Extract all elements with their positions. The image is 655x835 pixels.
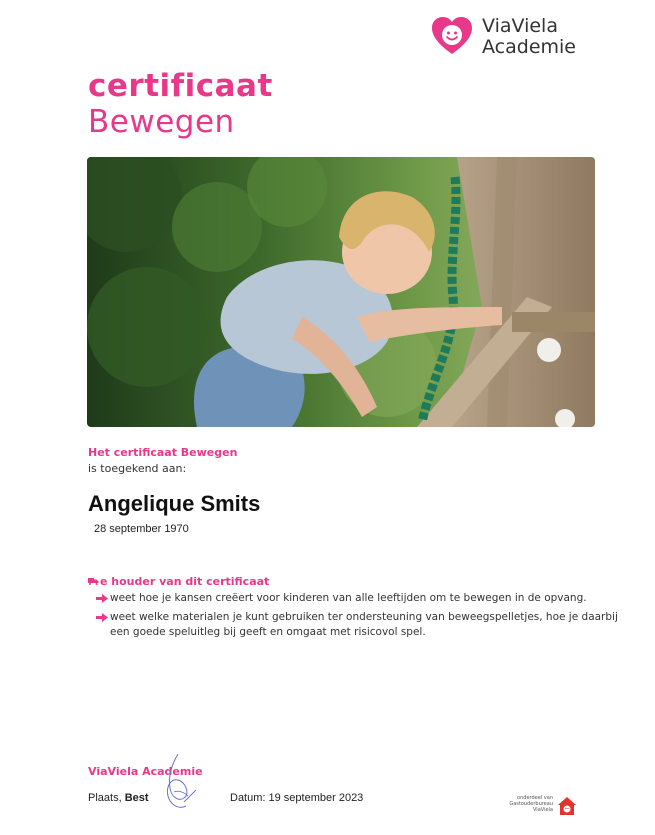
holder-name: Angelique Smits	[88, 491, 261, 516]
arrow-right-icon	[96, 594, 108, 603]
smiley-heart-icon	[430, 14, 474, 58]
competence-item	[96, 591, 626, 606]
signature-icon	[148, 752, 208, 812]
brand-logo	[430, 12, 600, 62]
certificate-subject: Bewegen	[88, 104, 235, 140]
footer-organisation: ViaViela Academie	[88, 765, 203, 778]
place-label: Plaats,	[88, 792, 122, 804]
place-line	[88, 792, 149, 804]
issue-date: Datum: 19 september 2023	[230, 792, 364, 804]
brand-name-line2: Academie	[482, 36, 576, 58]
subsidiary-text: onderdeel van Gastouderbureau ViaViela	[509, 795, 553, 813]
holder-heading	[88, 575, 269, 588]
brand-name	[482, 16, 576, 58]
truck-icon	[88, 577, 99, 585]
child-climbing-photo	[87, 157, 595, 427]
competence-text: weet hoe je kansen creëert voor kinderen van alle leeftijden om te bewegen in de opvang.	[110, 592, 587, 604]
brand-name-line1: ViaViela	[482, 15, 558, 37]
certificate-title: certificaat	[88, 68, 273, 104]
competence-item	[96, 610, 626, 640]
certificate-label: Het certificaat Bewegen	[88, 446, 238, 459]
house-heart-icon	[557, 796, 577, 816]
arrow-right-icon	[96, 613, 108, 622]
place-value: Best	[124, 792, 149, 804]
awarded-to-text: is toegekend aan:	[88, 462, 187, 475]
competence-text: weet welke materialen je kunt gebruiken ter ondersteuning van beweegspelletjes, hoe je daarbij een goede speluitleg bij geeft en omgaat met risicovol spel.	[110, 611, 618, 638]
holder-heading-text: e houder van dit certificaat	[100, 575, 270, 588]
holder-birth-date: 28 september 1970	[94, 523, 189, 535]
